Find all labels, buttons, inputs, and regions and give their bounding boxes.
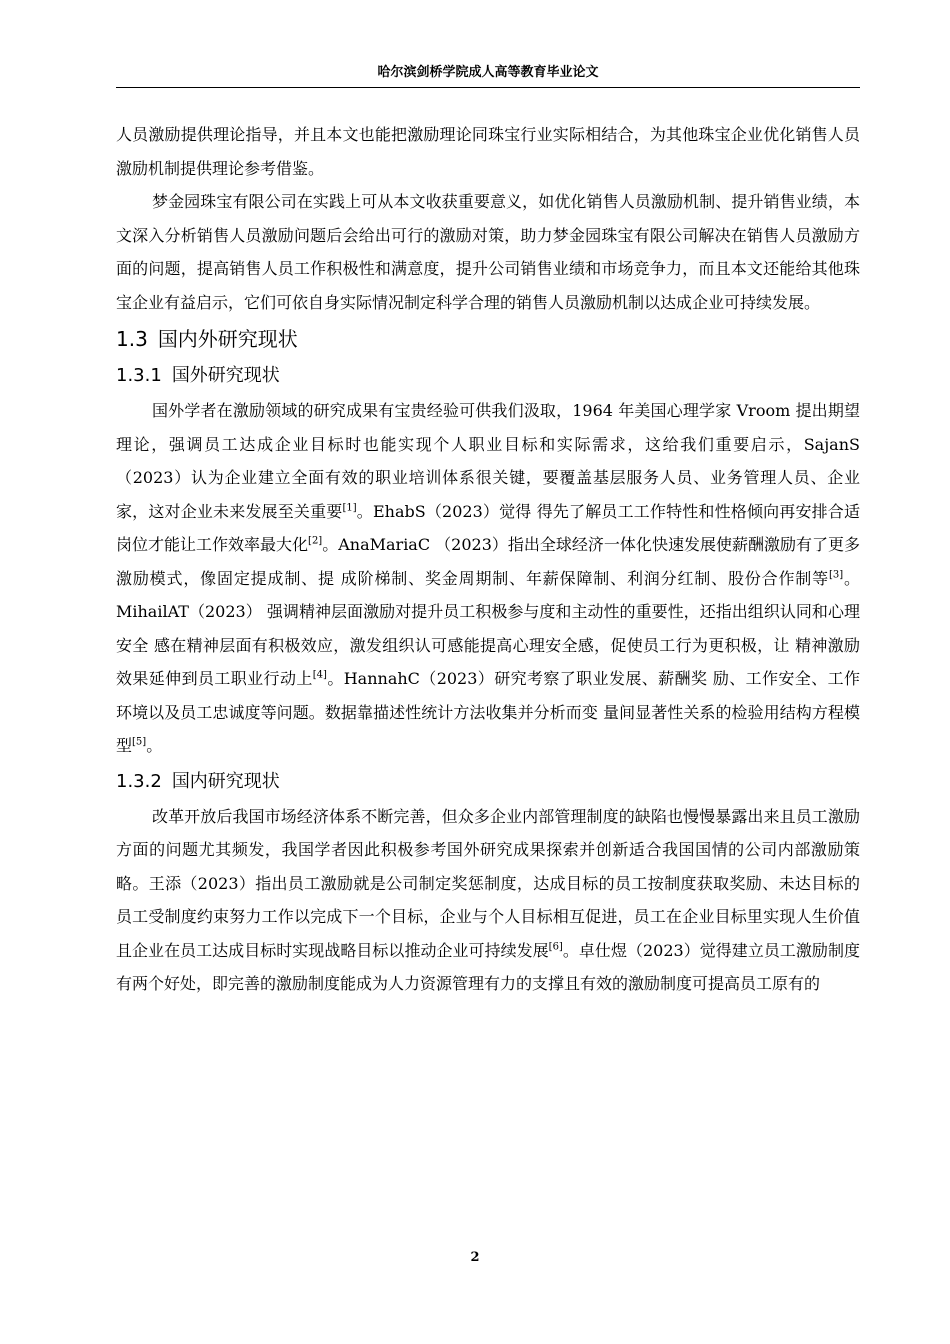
heading-text: 国外研究现状	[171, 365, 280, 386]
paragraph-practical-significance: 梦金园珠宝有限公司在实践上可从本文收获重要意义，如优化销售人员激励机制、提升销售业绩，本文深入分析销售人员激励问题后会给出可行的激励对策，助力梦金园珠宝有限公司解决在销售人员激励方面的问题，提高销售人员工作积极性和满意度，提升公司销售业绩和市场竞争力，而且本文还能给其他珠宝企业有益启示，它们可依自身实际情况制定科学合理的销售人员激励机制以达成企业可持续发展。	[116, 192, 860, 312]
page-header: 哈尔滨剑桥学院成人高等教育毕业论文	[377, 65, 599, 80]
text-segment: 。MihailAT（2023） 强调精神层面激励对提升员工积极参与度和主动性的重要性，还指出组织认同和心理安全 感在精神层面有积极效应，激发组织认可感能提高心理安全感，促使员工行为更积极，让 精神激励效果延伸到员工职业行动上	[116, 568, 860, 688]
citation-ref-4: [4]	[312, 669, 327, 681]
heading-number: 1.3.2	[116, 770, 162, 792]
heading-number: 1.3	[116, 327, 148, 351]
citation-ref-6: [6]	[548, 941, 563, 953]
heading-1-3-1	[116, 359, 860, 392]
text-segment: 。卓仕煜（2023）觉得建立员工激励制度有两个好处，即完善的激励制度能成为人力资源管理有力的支撑且有效的激励制度可提高员工原有的	[116, 940, 860, 993]
paragraph-foreign-research	[116, 394, 860, 763]
text-segment: 。	[146, 736, 163, 755]
text-segment: 国外学者在激励领域的研究成果有宝贵经验可供我们汲取，1964 年美国心理学家 Vroom 提出期望理论，强调员工达成企业目标时也能实现个人职业目标和实际需求，这给我们重要启示，SajanS（2023）认为企业建立全面有效的职业培训体系很关键，要覆盖基层服务人员、业务管理人员、企业家，这对企业未来发展至关重要	[116, 401, 860, 521]
text-segment: 。HannahC（2023）研究考察了职业发展、薪酬奖 励、工作安全、工作环境以及员工忠诚度等问题。数据靠描述性统计方法收集并分析而变 量间显著性关系的检验用结构方程模型	[116, 669, 860, 755]
citation-ref-5: [5]	[132, 736, 147, 748]
text-segment: 。AnaMariaC （2023）指出全球经济一体化快速发展使薪酬激励有了更多激励模式，像固定提成制、提 成阶梯制、奖金周期制、年薪保障制、利润分红制、股份合作制等	[116, 535, 860, 588]
page-number: 2	[470, 1250, 480, 1265]
paragraph-continued: 人员激励提供理论指导，并且本文也能把激励理论同珠宝行业实际相结合，为其他珠宝企业优化销售人员激励机制提供理论参考借鉴。	[116, 125, 860, 178]
text-segment: 改革开放后我国市场经济体系不断完善，但众多企业内部管理制度的缺陷也慢慢暴露出来且员工激励方面的问题尤其频发，我国学者因此积极参考国外研究成果探索并创新适合我国国情的公司内部激励策略。王添（2023）指出员工激励就是公司制定奖惩制度，达成目标的员工按制度获取奖励、未达目标的员工受制度约束努力工作以完成下一个目标，企业与个人目标相互促进，员工在企业目标里实现人生价值且企业在员工达成目标时实现战略目标以推动企业可持续发展	[116, 806, 860, 960]
heading-text: 国内外研究现状	[157, 327, 298, 351]
header-divider	[116, 87, 860, 88]
citation-ref-3: [3]	[828, 569, 844, 581]
citation-ref-2: [2]	[308, 535, 323, 547]
heading-1-3	[116, 321, 860, 357]
citation-ref-1: [1]	[342, 502, 357, 514]
paragraph-domestic-research	[116, 800, 860, 1001]
heading-text: 国内研究现状	[171, 770, 280, 792]
heading-1-3-2	[116, 765, 860, 798]
page-body	[116, 118, 860, 1001]
heading-number: 1.3.1	[116, 365, 162, 386]
text-segment: 。EhabS（2023）觉得 得先了解员工工作特性和性格倾向再安排合适岗位才能让工作效率最大化	[116, 501, 860, 554]
